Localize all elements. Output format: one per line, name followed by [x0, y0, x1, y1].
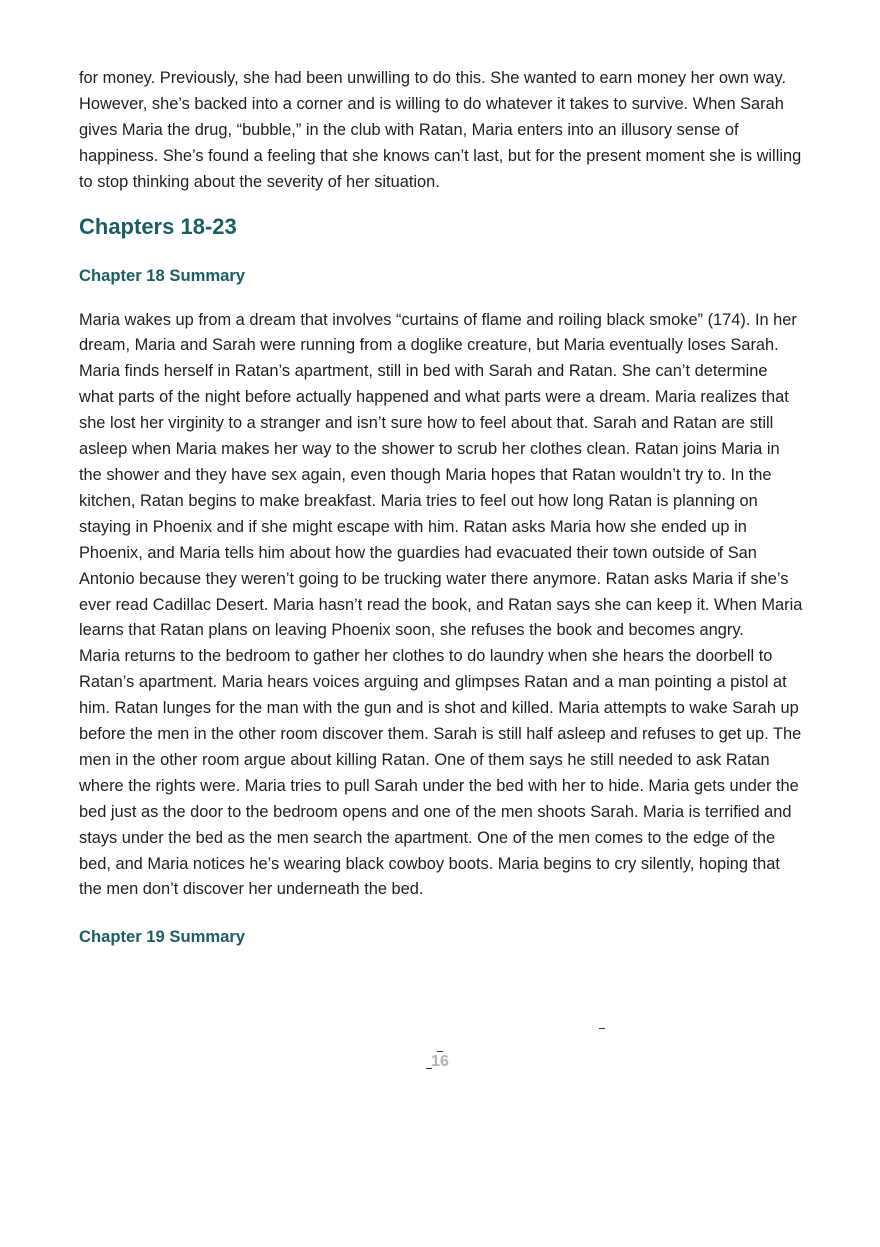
paragraph-continued: for money. Previously, she had been unwilling to do this. She wanted to earn money her own way. However, she’s backed into a corner and is willing to do whatever it takes to survive. When Sarah gives Maria the drug, “bubble,” in the club with Ratan, Maria enters into an illusory sense of happiness. She’s found a feeling that she knows can’t last, but for the present moment she is willing to stop thinking about the severity of her situation.: [79, 69, 802, 191]
chapter-18-paragraph-2: Maria returns to the bedroom to gather her clothes to do laundry when she hears the doorbell to Ratan’s apartment. Maria hears voices arguing and glimpses Ratan and a man pointing a pistol at him. Ratan lunges for the man with the gun and is shot and killed. Maria attempts to wake Sarah up before the men in the other room discover them. Sarah is still half asleep and refuses to get up. The men in the other room argue about killing Ratan. One of them says he still needed to ask Ratan where the rights were. Maria tries to pull Sarah under the bed with her to hide. Maria gets under the bed just as the door to the bedroom opens and one of the men shoots Sarah. Maria is terrified and stays under the bed as the men search the apartment. One of the men comes to the edge of the bed, and Maria notices he’s wearing black cowboy boots. Maria begins to cry silently, hoping that the men don’t discover her underneath the bed.: [79, 647, 802, 899]
section-heading: Chapters 18-23: [79, 213, 237, 239]
document-page: [79, 66, 804, 949]
scan-mark: [437, 1051, 443, 1052]
scan-mark: [599, 1028, 605, 1029]
chapter-18-heading: Chapter 18 Summary: [79, 265, 246, 285]
chapter-19-heading: Chapter 19 Summary: [79, 927, 246, 947]
chapter-18-paragraph-1: Maria wakes up from a dream that involves “curtains of flame and roiling black smoke” (174). In her dream, Maria and Sarah were running from a doglike creature, but Maria eventually loses Sarah. Maria finds herself in Ratan’s apartment, still in bed with Sarah and Ratan. She can’t determine what parts of the night before actually happened and what parts were a dream. Maria realizes that she lost her virginity to a stranger and isn’t sure how to feel about that. Sarah and Ratan are still asleep when Maria makes her way to the shower to scrub her clothes clean. Ratan joins Maria in the shower and they have sex again, even though Maria hopes that Ratan wouldn’t try to. In the kitchen, Ratan begins to make breakfast. Maria tries to feel out how long Ratan is planning on staying in Phoenix and if she might escape with him. Ratan asks Maria how she ended up in Phoenix, and Maria tells him about how the guardies had evacuated their town outside of San Antonio because they weren’t going to be trucking water there anymore. Ratan asks Maria if she’s ever read Cadillac Desert. Maria hasn’t read the book, and Ratan says she can keep it. When Maria learns that Ratan plans on leaving Phoenix soon, she refuses the book and becomes angry.: [79, 310, 803, 640]
page-number: 16: [431, 1053, 449, 1070]
